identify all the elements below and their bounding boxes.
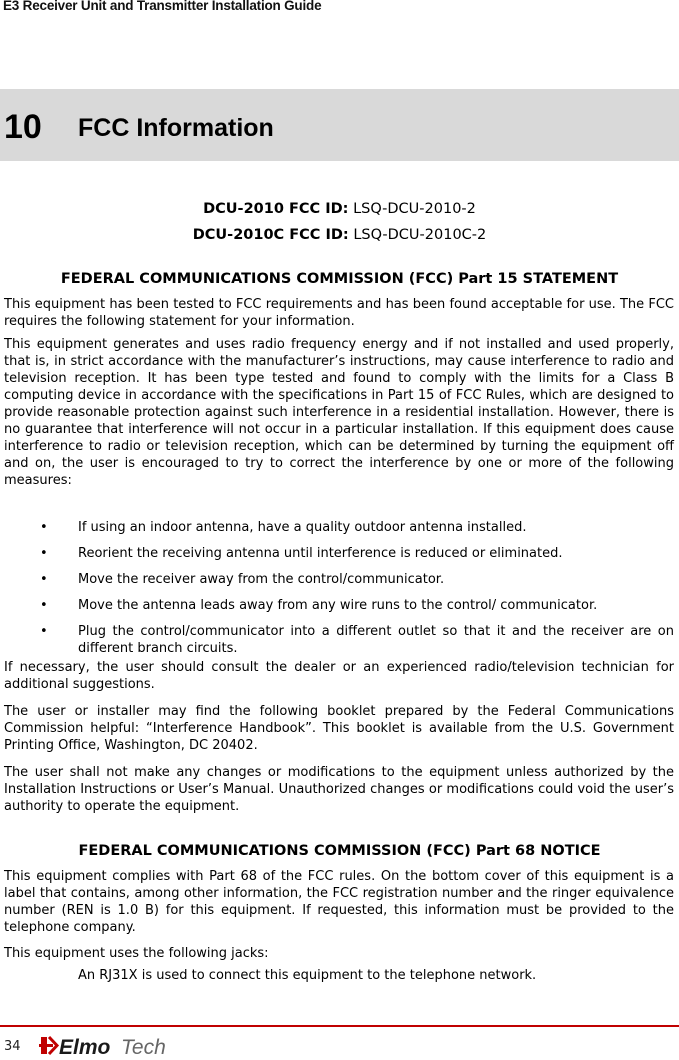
- bullet-icon: •: [40, 546, 48, 561]
- footer-rule: [0, 1025, 679, 1027]
- fcc-id-line-dcu2010c: [0, 226, 679, 244]
- part15-paragraph-3: If necessary, the user should consult the dealer or an experienced radio/television technician for additional suggestions.: [4, 660, 674, 692]
- part15-paragraph-5: The user shall not make any changes or modifications to the equipment unless authorized by the Installation Instructions or User’s Manual. Unauthorized changes or modifications could void the user’s authority to operate the equipment.: [4, 765, 674, 814]
- part15-heading: FEDERAL COMMUNICATIONS COMMISSION (FCC) Part 15 STATEMENT: [60, 271, 619, 287]
- bullet-icon: •: [40, 572, 48, 587]
- part15-paragraph-1: This equipment has been tested to FCC requirements and has been found acceptable for use. The FCC requires the following statement for your information.: [4, 297, 674, 329]
- jack-line: An RJ31X is used to connect this equipment to the telephone network.: [78, 968, 537, 983]
- part68-paragraph-2: This equipment uses the following jacks:: [4, 946, 269, 961]
- part68-heading: FEDERAL COMMUNICATIONS COMMISSION (FCC) Part 68 NOTICE: [78, 843, 601, 859]
- bullet-icon: •: [40, 598, 48, 613]
- chapter-title: FCC Information: [78, 114, 274, 142]
- logo-text-bold: Elmo: [59, 1036, 111, 1059]
- fcc-id-label: DCU-2010C FCC ID:: [192, 227, 349, 243]
- elmotech-logo: [39, 1033, 189, 1059]
- fcc-id-line-dcu2010: [0, 200, 679, 218]
- chapter-number: 10: [4, 108, 42, 146]
- page-number: 34: [4, 1039, 21, 1054]
- bullet-icon: •: [40, 624, 48, 639]
- fcc-id-value: LSQ-DCU-2010-2: [353, 201, 476, 217]
- logo-mark-icon: [39, 1037, 57, 1054]
- logo-text-light: Tech: [121, 1036, 166, 1059]
- fcc-id-label: DCU-2010 FCC ID:: [203, 201, 349, 217]
- part15-paragraph-2: This equipment generates and uses radio frequency energy and if not installed and used properly, that is, in strict accordance with the manufacturer’s instructions, may cause interference to radio and television reception. It has been type tested and found to comply with the limits for a Class B computing device in accordance with the specifications in Part 15 of FCC Rules, which are designed to provide reasonable protection against such interference in a residential installation. However, there is no guarantee that interference will not occur in a particular installation. If this equipment does cause interference to radio or television reception, which can be determined by turning the equipment off and on, the user is encouraged to try to correct the interference by one or more of the following measures:: [4, 337, 674, 488]
- part68-paragraph-1: This equipment complies with Part 68 of the FCC rules. On the bottom cover of this equipment is a label that contains, among other information, the FCC registration number and the ringer equivalence number (REN is 1.0 B) for this equipment. If requested, this information must be provided to the telephone company.: [4, 869, 674, 935]
- running-header: E3 Receiver Unit and Transmitter Installation Guide: [3, 0, 322, 13]
- fcc-id-value: LSQ-DCU-2010C-2: [353, 227, 487, 243]
- bullet-icon: •: [40, 520, 48, 535]
- part15-paragraph-4: The user or installer may find the following booklet prepared by the Federal Communications Commission helpful: “Interference Handbook”. This booklet is available from the U.S. Government Printing Office, Washington, DC 20402.: [4, 704, 674, 753]
